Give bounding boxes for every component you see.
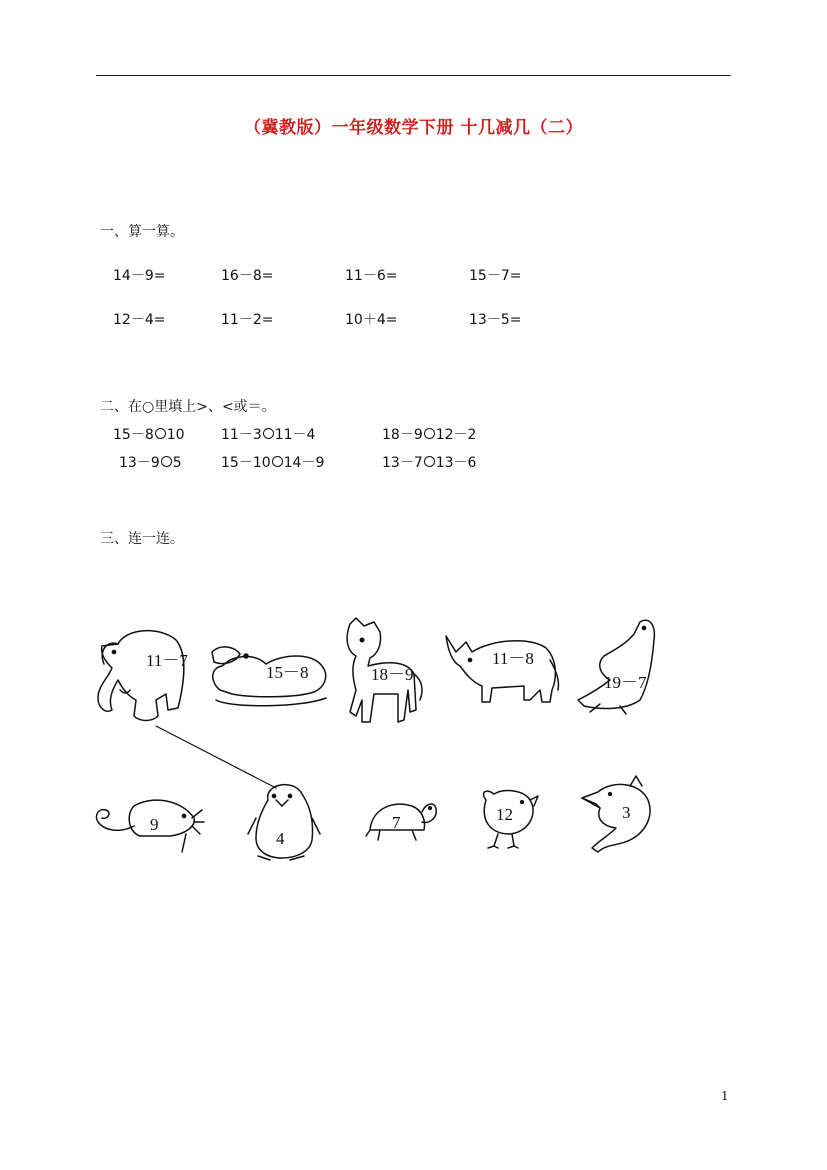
page-title: （冀教版）一年级数学下册 十几减几（二） bbox=[244, 118, 583, 138]
section1-heading: 一、算一算。 bbox=[100, 224, 184, 240]
compare-left: 18－9 bbox=[382, 427, 423, 443]
elephant-label: 11－7 bbox=[146, 651, 188, 670]
calc-item: 13－5= bbox=[469, 312, 522, 328]
compare-left: 13－9 bbox=[119, 455, 160, 471]
calc-item: 11－2= bbox=[221, 312, 274, 328]
compare-right: 10 bbox=[166, 427, 185, 443]
page-number: 1 bbox=[721, 1089, 729, 1103]
penguin-label: 4 bbox=[276, 829, 285, 848]
calc-item: 11－6= bbox=[345, 268, 398, 284]
chick-label: 12 bbox=[496, 805, 513, 824]
calc-item: 16－8= bbox=[221, 268, 274, 284]
compare-right: 11－4 bbox=[274, 427, 316, 443]
compare-left: 11－3 bbox=[221, 427, 262, 443]
compare-left: 15－8 bbox=[113, 427, 154, 443]
compare-right: 5 bbox=[172, 455, 182, 471]
rhino-figure[interactable] bbox=[446, 636, 559, 702]
calc-item: 15－7= bbox=[469, 268, 522, 284]
elephant-figure[interactable] bbox=[98, 631, 184, 721]
turtle-label: 7 bbox=[392, 813, 401, 832]
calc-item: 14－9= bbox=[113, 268, 166, 284]
section3-heading: 三、连一连。 bbox=[100, 531, 184, 547]
penguin-figure[interactable] bbox=[248, 785, 320, 860]
mouse-label: 9 bbox=[150, 815, 159, 834]
hippo-label: 15－8 bbox=[266, 663, 309, 682]
rhino-label: 11－8 bbox=[492, 649, 534, 668]
connection-line bbox=[156, 726, 276, 788]
seal-label: 19－7 bbox=[604, 673, 647, 692]
compare-right: 14－9 bbox=[283, 455, 325, 471]
seal-figure[interactable] bbox=[578, 620, 654, 714]
compare-right: 12－2 bbox=[435, 427, 477, 443]
compare-left: 15－10 bbox=[221, 455, 271, 471]
horse-label: 18－9 bbox=[371, 665, 414, 684]
turtle-figure[interactable] bbox=[366, 804, 436, 840]
calc-item: 12－4= bbox=[113, 312, 166, 328]
dolphin-figure[interactable] bbox=[582, 776, 650, 852]
calc-item: 10＋4= bbox=[345, 312, 398, 328]
compare-right: 13－6 bbox=[435, 455, 477, 471]
section2-heading: 二、在○里填上>、<或＝。 bbox=[100, 399, 276, 415]
dolphin-label: 3 bbox=[622, 803, 631, 822]
compare-left: 13－7 bbox=[382, 455, 423, 471]
